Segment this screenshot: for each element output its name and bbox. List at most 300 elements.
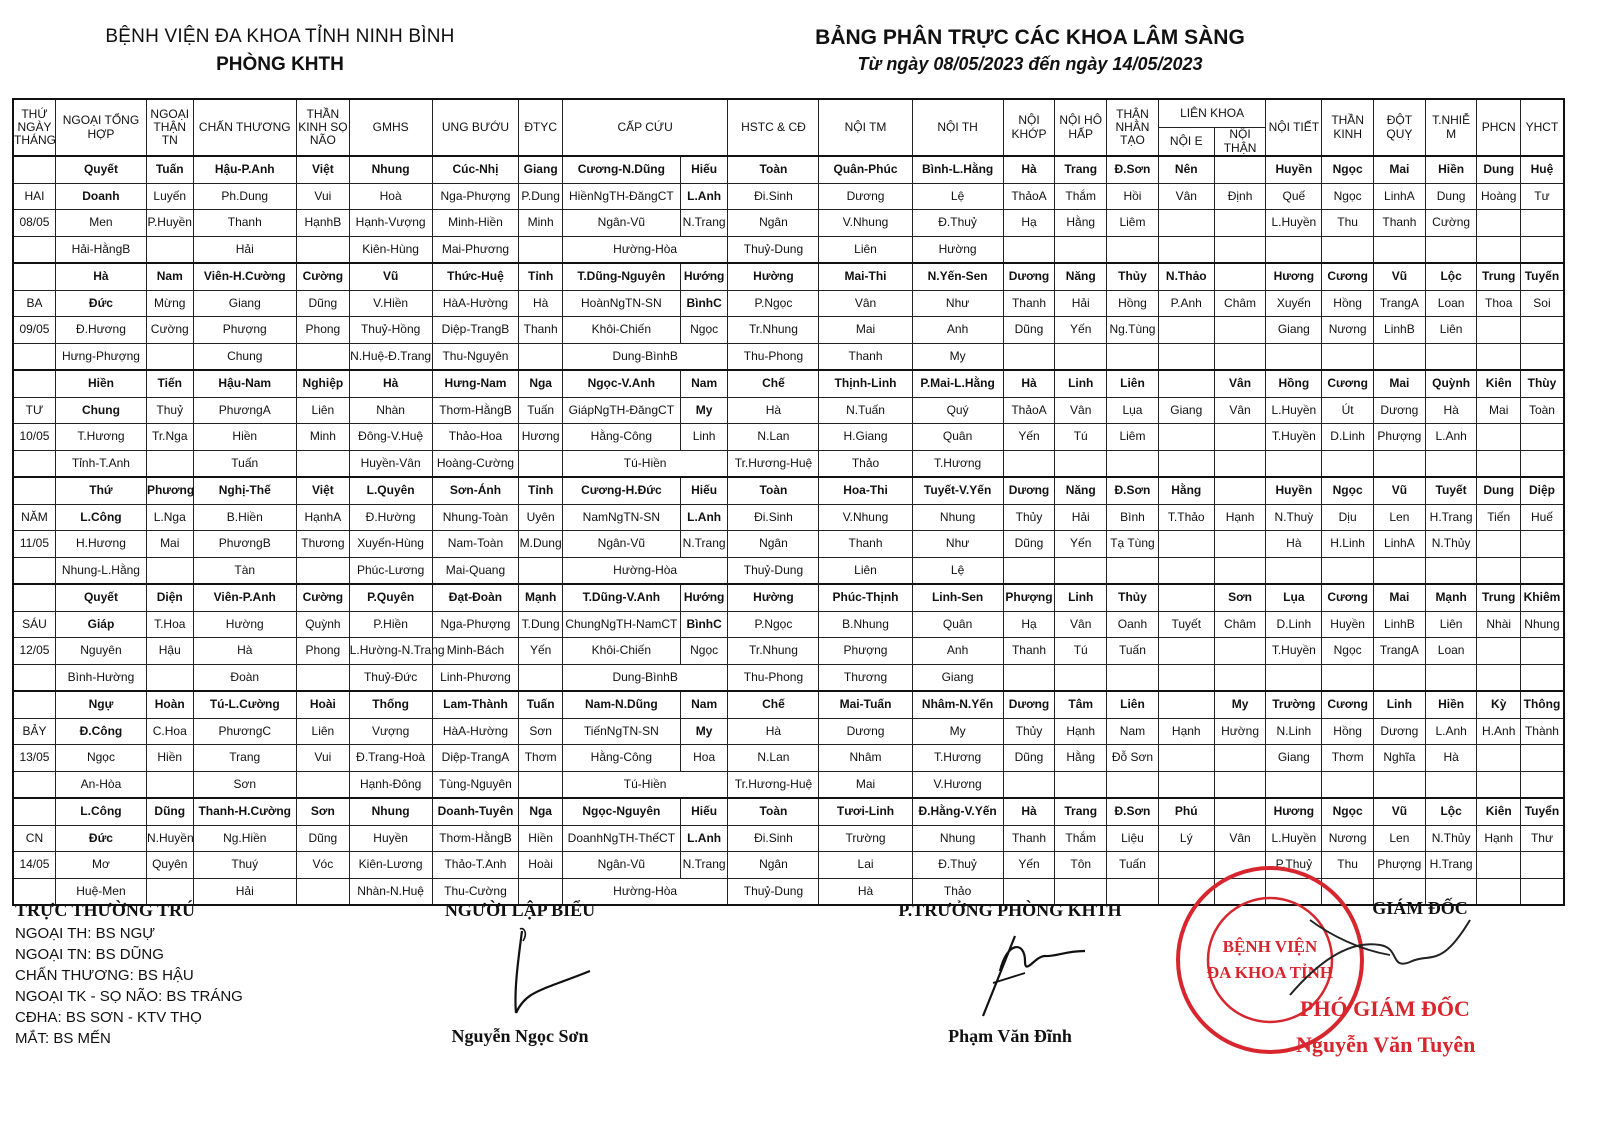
roster-cell: Kiên — [1477, 370, 1520, 397]
roster-cell: Viên-H.Cường — [193, 263, 296, 290]
roster-cell: Hạnh — [1477, 825, 1520, 852]
roster-row — [13, 290, 1564, 317]
roster-cell — [1520, 745, 1564, 772]
roster-cell: Cương-N.Dũng — [562, 156, 680, 183]
roster-cell: Hường-Hòa — [562, 878, 728, 905]
roster-row — [13, 718, 1564, 745]
roster-cell: Giang — [519, 156, 562, 183]
roster-cell: Viên-P.Anh — [193, 584, 296, 611]
header-than-nhan-tao: THẬN NHÂN TẠO — [1107, 99, 1159, 156]
roster-cell — [1477, 852, 1520, 879]
roster-cell: Thanh — [1374, 210, 1426, 237]
roster-cell: ThảoA — [1003, 183, 1055, 210]
roster-cell — [1520, 343, 1564, 370]
day-label-cell: BẢY — [13, 718, 55, 745]
roster-cell: V.Hương — [912, 771, 1003, 798]
roster-cell: Ngọc — [680, 317, 728, 344]
roster-cell: Tr.Nhung — [728, 317, 819, 344]
roster-row — [13, 236, 1564, 263]
day-label-cell — [13, 798, 55, 825]
roster-cell: Đi.Sinh — [728, 504, 819, 531]
roster-cell: Tư — [1520, 183, 1564, 210]
roster-cell: Toàn — [1520, 397, 1564, 424]
roster-cell: My — [1214, 691, 1266, 718]
day-label-cell — [13, 771, 55, 798]
roster-cell: P.Thuỷ — [1266, 852, 1322, 879]
roster-cell — [1158, 317, 1214, 344]
roster-cell: Hải — [193, 236, 296, 263]
roster-cell: Huyền — [1266, 156, 1322, 183]
roster-cell: Vân — [1214, 397, 1266, 424]
document-title-block — [790, 26, 1270, 75]
roster-cell: Ngọc — [680, 638, 728, 665]
roster-cell: My — [680, 718, 728, 745]
roster-cell: HoànNgTN-SN — [562, 290, 680, 317]
roster-cell: Thảo-Hoa — [432, 424, 519, 451]
roster-cell: Dung-BìnhB — [562, 343, 728, 370]
roster-cell: Nhung — [349, 156, 432, 183]
day-label-cell — [13, 156, 55, 183]
roster-cell: Liên — [1425, 611, 1477, 638]
roster-cell: Đ.Trang-Hoà — [349, 745, 432, 772]
roster-cell: L.Huyền — [1266, 210, 1322, 237]
roster-cell: Cường — [1425, 210, 1477, 237]
roster-cell: Bình-L.Hằng — [912, 156, 1003, 183]
roster-cell: Tú — [1055, 424, 1107, 451]
roster-cell: Thanh — [819, 531, 912, 558]
roster-cell — [1107, 450, 1159, 477]
roster-cell: Mạnh — [1425, 584, 1477, 611]
roster-row — [13, 477, 1564, 504]
roster-cell: Trang — [1055, 798, 1107, 825]
roster-cell: L.Anh — [1425, 424, 1477, 451]
roster-cell: T.Hoa — [146, 611, 193, 638]
roster-cell: Trung — [1477, 584, 1520, 611]
roster-cell: Hướng — [680, 584, 728, 611]
roster-cell: Nghĩa — [1374, 745, 1426, 772]
roster-cell: Thanh — [1003, 290, 1055, 317]
roster-cell: Việt — [296, 477, 349, 504]
roster-cell — [1214, 450, 1266, 477]
roster-cell: Phượng — [819, 638, 912, 665]
roster-cell: Trường — [819, 825, 912, 852]
roster-cell: L.Anh — [1425, 718, 1477, 745]
roster-cell: Thu — [1322, 852, 1374, 879]
roster-cell: Nghị-Thế — [193, 477, 296, 504]
roster-cell: Tâm — [1055, 691, 1107, 718]
roster-cell: Hướng — [680, 263, 728, 290]
roster-cell: Thương — [819, 664, 912, 691]
roster-cell: Mai — [819, 317, 912, 344]
roster-cell: Giáp — [55, 611, 146, 638]
roster-cell: C.Hoa — [146, 718, 193, 745]
header-noi-th: NỘI TH — [912, 99, 1003, 156]
roster-row — [13, 450, 1564, 477]
roster-cell: Giang — [1158, 397, 1214, 424]
roster-row — [13, 611, 1564, 638]
roster-cell: Thùy — [1520, 370, 1564, 397]
roster-cell: Huệ — [1520, 156, 1564, 183]
roster-cell: Chung — [55, 397, 146, 424]
roster-cell: Thơm-HằngB — [432, 825, 519, 852]
roster-cell: Hiền — [1425, 156, 1477, 183]
day-label-cell — [13, 477, 55, 504]
roster-cell: Hạ — [1003, 611, 1055, 638]
roster-cell: Hiền — [146, 745, 193, 772]
header-than-kinh: THẦN KINH — [1322, 99, 1374, 156]
roster-row — [13, 771, 1564, 798]
roster-cell: Thuý — [193, 852, 296, 879]
day-label-cell — [13, 557, 55, 584]
roster-cell: Dũng — [296, 290, 349, 317]
roster-cell: Hằng — [1158, 477, 1214, 504]
roster-cell — [296, 450, 349, 477]
roster-cell — [146, 236, 193, 263]
roster-cell: Thư — [1520, 825, 1564, 852]
roster-cell: Thu-Phong — [728, 664, 819, 691]
roster-cell: N.Trang — [680, 852, 728, 879]
roster-cell — [296, 557, 349, 584]
roster-cell: Phượng — [1374, 424, 1426, 451]
roster-cell: L.Hường-N.Trang — [349, 638, 432, 665]
roster-cell: Nên — [1158, 156, 1214, 183]
roster-cell: Dương — [819, 183, 912, 210]
roster-cell: Mai — [146, 531, 193, 558]
day-label-cell: HAI — [13, 183, 55, 210]
preparer-signature-block — [430, 900, 610, 1047]
roster-cell: Nhâm-N.Yến — [912, 691, 1003, 718]
roster-cell: Cúc-Nhị — [432, 156, 519, 183]
roster-cell: Thơm — [1322, 745, 1374, 772]
roster-cell: Doanh-Tuyên — [432, 798, 519, 825]
roster-cell: T.Hương — [55, 424, 146, 451]
roster-cell: Đông-V.Huệ — [349, 424, 432, 451]
roster-cell: Anh — [912, 317, 1003, 344]
roster-cell: Nghiệp — [296, 370, 349, 397]
roster-row — [13, 397, 1564, 424]
roster-cell: Liên — [1107, 370, 1159, 397]
preparer-title: NGƯỜI LẬP BIỂU — [444, 900, 596, 920]
roster-cell: P.Mai-L.Hằng — [912, 370, 1003, 397]
roster-cell: T.Dung — [519, 611, 562, 638]
roster-cell: Hoài — [296, 691, 349, 718]
roster-cell: Lý — [1158, 825, 1214, 852]
roster-cell — [1322, 236, 1374, 263]
roster-cell — [1107, 771, 1159, 798]
roster-cell: Cương — [1322, 370, 1374, 397]
on-call-line: NGOẠI TK - SỌ NÃO: BS TRÁNG — [15, 988, 243, 1005]
roster-cell: Kiên-Hùng — [349, 236, 432, 263]
roster-cell — [1214, 210, 1266, 237]
roster-cell: Ngọc — [1322, 477, 1374, 504]
roster-cell: Thuỷ-Dung — [728, 236, 819, 263]
roster-cell: Quế — [1266, 183, 1322, 210]
roster-cell — [1158, 664, 1214, 691]
roster-cell: Liên — [296, 397, 349, 424]
roster-cell: Nam — [146, 263, 193, 290]
roster-cell — [1214, 317, 1266, 344]
roster-cell: Liêm — [1107, 210, 1159, 237]
header-noi-tm: NỘI TM — [819, 99, 912, 156]
roster-cell: Dũng — [296, 825, 349, 852]
roster-cell: Chế — [728, 370, 819, 397]
roster-cell — [1477, 557, 1520, 584]
roster-cell: N.Tuấn — [819, 397, 912, 424]
roster-cell: Sơn — [193, 771, 296, 798]
roster-cell: Hương — [1266, 798, 1322, 825]
roster-cell: Hoa-Thi — [819, 477, 912, 504]
roster-cell: Yến — [519, 638, 562, 665]
roster-cell: Linh — [1055, 584, 1107, 611]
roster-cell: Đức — [55, 290, 146, 317]
header-ngoai-tong-hop: NGOẠI TỔNG HỢP — [55, 99, 146, 156]
preparer-name: Nguyễn Ngọc Sơn — [451, 1026, 589, 1046]
roster-cell: Dũng — [146, 798, 193, 825]
roster-cell: Hằng-Công — [562, 424, 680, 451]
header-noi-ho-hap: NỘI HÔ HẤP — [1055, 99, 1107, 156]
roster-cell: Nam-N.Dũng — [562, 691, 680, 718]
roster-cell: Quyết — [55, 584, 146, 611]
on-call-line: NGOẠI TN: BS DŨNG — [15, 946, 164, 963]
roster-cell: Dũng — [1003, 531, 1055, 558]
roster-cell: Hậu — [146, 638, 193, 665]
roster-cell: Liên — [1425, 317, 1477, 344]
roster-cell: Tuyến — [1520, 263, 1564, 290]
roster-cell: Đức — [55, 825, 146, 852]
roster-cell: Hoàn — [146, 691, 193, 718]
day-label-cell — [13, 664, 55, 691]
roster-cell: Khôi-Chiến — [562, 638, 680, 665]
roster-cell: N.Thảo — [1158, 263, 1214, 290]
roster-cell: Nguyên — [55, 638, 146, 665]
roster-cell: Dũng — [1003, 745, 1055, 772]
roster-cell — [1003, 664, 1055, 691]
roster-cell: Uyên — [519, 504, 562, 531]
roster-cell: Diệp-TrangB — [432, 317, 519, 344]
roster-cell: LinhB — [1374, 317, 1426, 344]
roster-cell: Hằng — [1055, 210, 1107, 237]
roster-cell: Hường — [912, 236, 1003, 263]
header-hstc: HSTC & CĐ — [728, 99, 819, 156]
roster-cell — [1477, 664, 1520, 691]
roster-cell: Linh-Phương — [432, 664, 519, 691]
roster-cell — [519, 343, 562, 370]
day-label-cell — [13, 584, 55, 611]
roster-cell: Năng — [1055, 477, 1107, 504]
roster-cell: Yến — [1003, 852, 1055, 879]
roster-cell: Sơn — [296, 798, 349, 825]
roster-cell — [1374, 664, 1426, 691]
roster-cell: Tuyết-V.Yến — [912, 477, 1003, 504]
roster-cell: Linh-Sen — [912, 584, 1003, 611]
roster-cell: Toàn — [728, 477, 819, 504]
roster-cell: Mai — [1374, 156, 1426, 183]
on-call-line: MẮT: BS MẾN — [15, 1030, 111, 1047]
roster-row — [13, 156, 1564, 183]
roster-cell — [1374, 771, 1426, 798]
roster-cell: N.Thủy — [1425, 825, 1477, 852]
date-range: Từ ngày 08/05/2023 đến ngày 14/05/2023 — [857, 54, 1203, 74]
stamp-line: BỆNH VIỆN — [1222, 937, 1318, 956]
day-label-cell — [13, 263, 55, 290]
roster-cell: L.Anh — [680, 825, 728, 852]
roster-cell: Tú — [1055, 638, 1107, 665]
roster-cell: Ngọc — [1322, 183, 1374, 210]
roster-cell: Thắm — [1055, 183, 1107, 210]
roster-cell: Trung — [1477, 263, 1520, 290]
roster-cell: Thanh — [1003, 825, 1055, 852]
roster-cell: Thuỷ-Dung — [728, 557, 819, 584]
roster-cell: Minh — [296, 424, 349, 451]
roster-cell: Vũ — [1374, 798, 1426, 825]
roster-cell: HàA-Hường — [432, 718, 519, 745]
roster-cell: HạnhB — [296, 210, 349, 237]
roster-cell: Đ.Sơn — [1107, 798, 1159, 825]
roster-cell: H.Hương — [55, 531, 146, 558]
roster-cell: Thuỷ-Hồng — [349, 317, 432, 344]
roster-cell — [1477, 450, 1520, 477]
roster-cell: N.Huyền — [146, 825, 193, 852]
roster-cell: Quỳnh — [1425, 370, 1477, 397]
roster-cell — [1425, 664, 1477, 691]
roster-cell: Cương — [1322, 691, 1374, 718]
roster-cell: Ngọc-Nguyên — [562, 798, 680, 825]
roster-cell: Ngọc — [55, 745, 146, 772]
roster-cell: Phượng — [193, 317, 296, 344]
roster-cell — [1425, 557, 1477, 584]
roster-cell: Hương — [1266, 263, 1322, 290]
roster-cell: N.Linh — [1266, 718, 1322, 745]
roster-cell: Mạnh — [519, 584, 562, 611]
roster-cell: Nương — [1322, 825, 1374, 852]
roster-cell: Nhung — [349, 798, 432, 825]
roster-cell: Kỳ — [1477, 691, 1520, 718]
roster-cell: Tr.Hương-Huệ — [728, 450, 819, 477]
roster-cell: Tạ Tùng — [1107, 531, 1159, 558]
roster-cell: Dương — [1003, 691, 1055, 718]
roster-cell: Lụa — [1107, 397, 1159, 424]
roster-cell — [1322, 664, 1374, 691]
roster-cell: V.Nhung — [819, 504, 912, 531]
roster-cell: D.Linh — [1266, 611, 1322, 638]
roster-cell: Tú-L.Cường — [193, 691, 296, 718]
day-label-cell: SÁU — [13, 611, 55, 638]
roster-cell: Liên — [819, 557, 912, 584]
hospital-name: BỆNH VIỆN ĐA KHOA TỈNH NINH BÌNH — [105, 26, 455, 47]
roster-cell: Ngân-Vũ — [562, 531, 680, 558]
roster-cell: Dung-BìnhB — [562, 664, 728, 691]
roster-cell: Phượng — [1374, 852, 1426, 879]
roster-cell: Ngân-Vũ — [562, 210, 680, 237]
roster-cell: Tươi-Linh — [819, 798, 912, 825]
roster-cell — [1214, 343, 1266, 370]
roster-cell: Quân-Phúc — [819, 156, 912, 183]
roster-cell — [1214, 424, 1266, 451]
roster-cell: Thứ — [55, 477, 146, 504]
roster-cell: Thu-Cường — [432, 878, 519, 905]
roster-cell — [1214, 664, 1266, 691]
roster-cell: Minh-Hiền — [432, 210, 519, 237]
roster-cell — [1214, 477, 1266, 504]
roster-cell: Toàn — [728, 798, 819, 825]
roster-cell: Cường — [146, 317, 193, 344]
roster-cell: Thông — [1520, 691, 1564, 718]
roster-cell — [1266, 771, 1322, 798]
roster-cell: Nhàn — [349, 397, 432, 424]
roster-cell: Quỳnh — [296, 611, 349, 638]
roster-cell: Hoà — [349, 183, 432, 210]
roster-cell: Tr.Nhung — [728, 638, 819, 665]
roster-row — [13, 424, 1564, 451]
roster-row — [13, 531, 1564, 558]
roster-cell — [519, 450, 562, 477]
roster-cell: Nhài — [1477, 611, 1520, 638]
roster-cell: Vân — [1214, 825, 1266, 852]
roster-cell: Tiến — [146, 370, 193, 397]
vice-director-name: Nguyễn Văn Tuyên — [1296, 1032, 1476, 1057]
roster-cell — [1158, 557, 1214, 584]
roster-cell: N.Yến-Sen — [912, 263, 1003, 290]
roster-cell: Đ.Hằng-V.Yến — [912, 798, 1003, 825]
roster-cell: H.Linh — [1322, 531, 1374, 558]
roster-cell: Thanh — [193, 210, 296, 237]
roster-cell — [1003, 557, 1055, 584]
roster-cell: ChungNgTH-NamCT — [562, 611, 680, 638]
roster-cell: Thuỷ-Dung — [728, 878, 819, 905]
roster-cell: Khiêm — [1520, 584, 1564, 611]
roster-cell: Nhâm — [819, 745, 912, 772]
roster-cell — [1520, 852, 1564, 879]
roster-cell: Tỉnh-T.Anh — [55, 450, 146, 477]
header-ung-buou: UNG BƯỚU — [432, 99, 519, 156]
roster-cell — [1055, 557, 1107, 584]
roster-cell: Hà — [728, 718, 819, 745]
roster-cell: Quyên — [146, 852, 193, 879]
roster-cell: Năng — [1055, 263, 1107, 290]
roster-cell: Bình-Hường — [55, 664, 146, 691]
roster-cell: Hường — [728, 263, 819, 290]
roster-cell: Nhung — [912, 825, 1003, 852]
roster-row — [13, 691, 1564, 718]
roster-cell: B.Nhung — [819, 611, 912, 638]
header-yhct: YHCT — [1520, 99, 1564, 156]
roster-cell: Thu-Phong — [728, 343, 819, 370]
hospital-header — [60, 26, 500, 76]
roster-row — [13, 557, 1564, 584]
roster-cell: Doanh — [55, 183, 146, 210]
roster-cell: Cương — [1322, 584, 1374, 611]
roster-cell: Quân — [912, 611, 1003, 638]
roster-cell: Xuyến — [1266, 290, 1322, 317]
roster-cell: Dung — [1477, 477, 1520, 504]
roster-cell: Mai-Thi — [819, 263, 912, 290]
roster-cell: Men — [55, 210, 146, 237]
header-noi-than: NỘI THẬN — [1214, 128, 1266, 157]
roster-cell: Trang — [193, 745, 296, 772]
roster-cell: ThảoA — [1003, 397, 1055, 424]
roster-cell: Diệp-TrangA — [432, 745, 519, 772]
roster-cell: L.Anh — [680, 504, 728, 531]
roster-cell: Cương-H.Đức — [562, 477, 680, 504]
roster-cell — [1425, 450, 1477, 477]
roster-cell: GiápNgTH-ĐăngCT — [562, 397, 680, 424]
day-label-cell: BA — [13, 290, 55, 317]
roster-cell: Đ.Thuỷ — [912, 852, 1003, 879]
roster-cell — [1214, 263, 1266, 290]
roster-cell: Mai — [1374, 370, 1426, 397]
day-label-cell: 11/05 — [13, 531, 55, 558]
roster-cell: NamNgTN-SN — [562, 504, 680, 531]
